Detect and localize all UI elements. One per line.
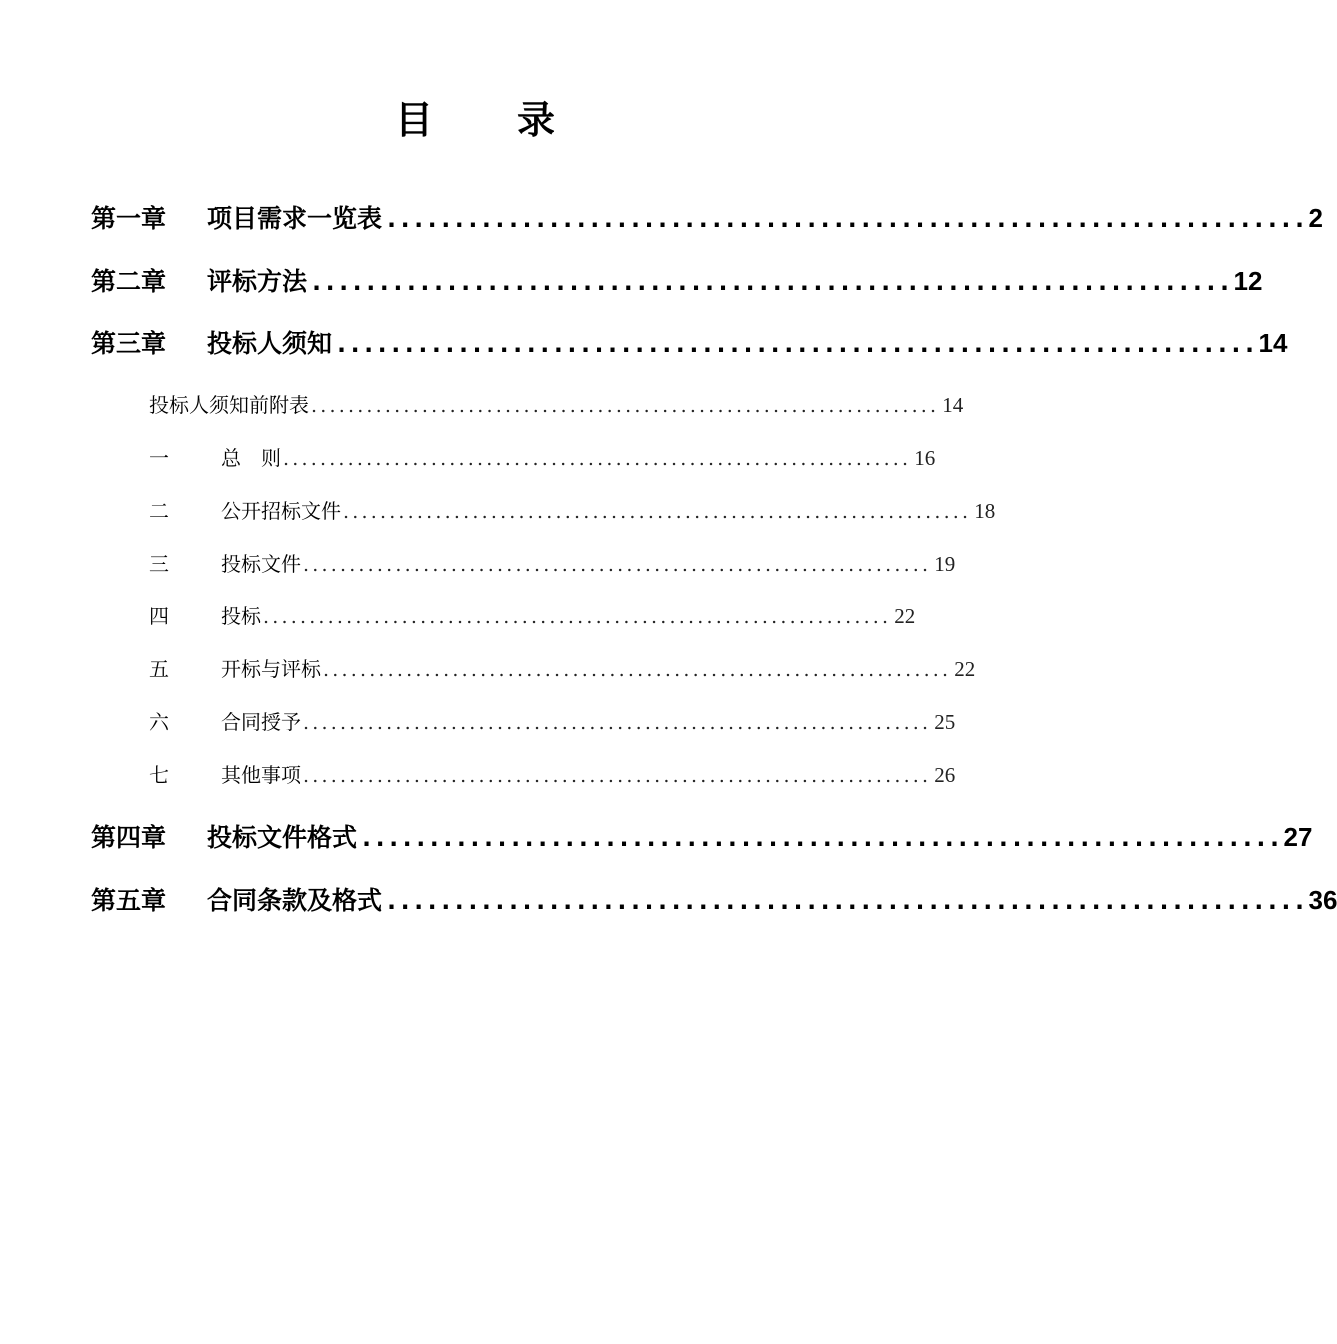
dot-leader: ....................................................................	[311, 395, 940, 417]
dot-leader: ....................................................................	[323, 659, 952, 681]
dot-leader: ....................................................................	[384, 204, 1306, 233]
toc-entry-title: 项目需求一览表	[207, 204, 383, 233]
toc-entry-chapter-3[interactable]	[91, 323, 1288, 363]
toc-entry-page: 2	[1308, 203, 1323, 233]
toc-entry-section-5[interactable]	[149, 653, 976, 685]
dot-leader: ....................................................................	[303, 712, 932, 734]
dot-leader: ....................................................................	[263, 606, 892, 628]
toc-entry-chapter-1[interactable]	[91, 198, 1323, 238]
toc-entry-title: 合同条款及格式	[207, 886, 383, 915]
dot-leader: ....................................................................	[283, 448, 912, 470]
dot-leader: ....................................................................	[309, 267, 1231, 296]
toc-entry-section-3[interactable]	[149, 548, 956, 580]
toc-entry-number: 第二章	[91, 267, 167, 296]
toc-entry-page: 22	[954, 657, 976, 681]
toc-entry-section-7[interactable]	[149, 759, 956, 791]
toc-entry-section-2[interactable]	[149, 495, 996, 527]
toc-entry-page: 16	[914, 446, 936, 470]
toc-entry-page: 25	[934, 710, 956, 734]
toc-entry-chapter-5[interactable]	[91, 880, 1337, 920]
dot-leader: ....................................................................	[359, 823, 1281, 852]
toc-entry-title: 其他事项	[221, 763, 301, 787]
toc-entry-number: 四	[149, 604, 169, 628]
dot-leader: ....................................................................	[303, 554, 932, 576]
dot-leader: ....................................................................	[334, 329, 1256, 358]
page-title-char-2: 录	[517, 98, 556, 142]
toc-entry-title: 投标	[221, 604, 261, 628]
dot-leader: ....................................................................	[303, 765, 932, 787]
toc-entry-page: 27	[1283, 822, 1313, 852]
toc-entry-number: 三	[149, 552, 169, 576]
page-title-char-1: 目	[394, 98, 433, 142]
toc-entry-number: 六	[149, 710, 169, 734]
toc-entry-title: 公开招标文件	[221, 499, 341, 523]
toc-entry-section-1[interactable]	[149, 442, 936, 474]
toc-entry-page: 14	[1258, 328, 1288, 358]
toc-entry-page: 36	[1308, 885, 1337, 915]
dot-leader: ....................................................................	[343, 501, 972, 523]
toc-entry-page: 12	[1233, 266, 1263, 296]
toc-entry-chapter-4[interactable]	[91, 817, 1313, 857]
toc-entry-section-front-table[interactable]	[149, 389, 964, 421]
toc-entry-title: 开标与评标	[221, 657, 321, 681]
toc-entry-number: 五	[149, 657, 169, 681]
toc-entry-title: 总 则	[221, 446, 281, 470]
toc-entry-title: 投标人须知前附表	[149, 393, 309, 417]
toc-entry-number: 七	[149, 763, 169, 787]
toc-entry-title: 投标文件	[221, 552, 301, 576]
toc-entry-title: 评标方法	[207, 267, 308, 296]
toc-entry-section-4[interactable]	[149, 600, 916, 632]
toc-entry-number: 一	[149, 446, 169, 470]
toc-entry-page: 14	[942, 393, 964, 417]
toc-entry-page: 18	[974, 499, 996, 523]
toc-entry-chapter-2[interactable]	[91, 261, 1263, 301]
toc-entry-number: 第三章	[91, 329, 167, 358]
toc-entry-title: 投标人须知	[207, 329, 333, 358]
toc-entry-number: 第五章	[91, 886, 167, 915]
toc-entry-number: 二	[149, 499, 169, 523]
toc-entry-section-6[interactable]	[149, 706, 956, 738]
toc-entry-page: 26	[934, 763, 956, 787]
toc-entry-page: 19	[934, 552, 956, 576]
toc-entry-number: 第四章	[91, 823, 167, 852]
toc-entry-title: 投标文件格式	[207, 823, 358, 852]
toc-entry-page: 22	[894, 604, 916, 628]
toc-entry-title: 合同授予	[221, 710, 301, 734]
dot-leader: ....................................................................	[384, 886, 1306, 915]
toc-entry-number: 第一章	[91, 204, 167, 233]
